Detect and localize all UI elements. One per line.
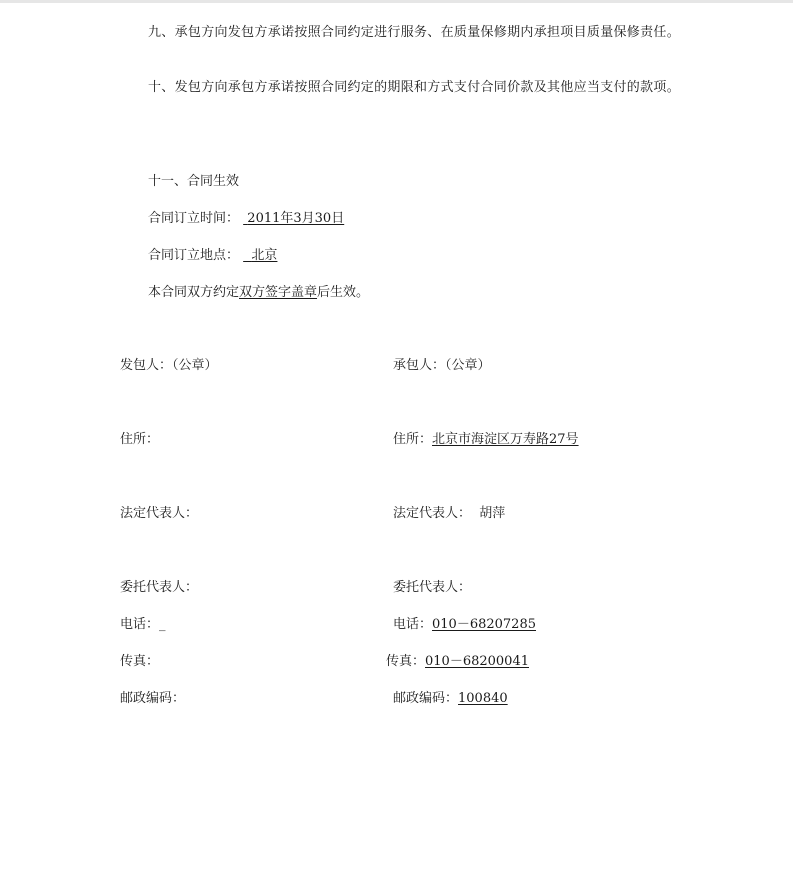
effect-condition <box>148 283 369 303</box>
sign-date-text: 2011年3月30日 <box>247 211 345 226</box>
party-b-postcode-label: 邮政编码： <box>393 691 459 706</box>
party-a-legal-rep-label: 法定代表人： <box>120 506 199 521</box>
party-a-postcode-label: 邮政编码： <box>120 691 186 706</box>
sign-date-value <box>243 211 344 226</box>
party-a-title: 发包人：（公章） <box>120 358 218 373</box>
party-b-legal-rep-row <box>393 504 505 524</box>
clause-9: 九、承包方向发包方承诺按照合同约定进行服务、在质量保修期内承担项目质量保修责任。 <box>148 25 681 40</box>
party-a-phone-value: _ <box>159 617 166 632</box>
party-a-phone-row <box>120 615 166 635</box>
party-b-legal-rep-label: 法定代表人： <box>393 506 472 521</box>
party-b-agent-label: 委托代表人： <box>393 580 472 595</box>
party-a-address-label: 住所： <box>120 432 160 447</box>
sign-date-label: 合同订立时间： <box>148 211 240 226</box>
party-b-phone-row <box>393 615 536 635</box>
party-a-fax-label: 传真： <box>120 654 160 669</box>
sign-place-label: 合同订立地点： <box>148 248 240 263</box>
party-b-title: 承包人：（公章） <box>393 358 491 373</box>
party-a-phone-label: 电话： <box>120 617 160 632</box>
sign-date-row <box>148 209 344 229</box>
party-b-postcode-value: 100840 <box>458 691 508 706</box>
party-b-postcode-row <box>393 689 508 709</box>
party-b-phone-value: 010－68207285 <box>432 617 536 632</box>
effect-condition-suffix: 后生效。 <box>317 285 370 300</box>
effect-heading: 十一、合同生效 <box>148 174 240 189</box>
sign-place-value <box>243 248 277 263</box>
party-b-address-row <box>393 430 579 450</box>
effect-condition-underlined: 双方签字盖章 <box>239 285 318 300</box>
party-b-fax-label: 传真： <box>386 654 426 669</box>
party-b-fax-row <box>386 652 529 672</box>
party-b-address-label: 住所： <box>393 432 433 447</box>
effect-condition-prefix: 本合同双方约定 <box>148 285 240 300</box>
party-b-legal-rep-value: 胡萍 <box>479 506 506 521</box>
party-b-phone-label: 电话： <box>393 617 433 632</box>
party-a-agent-label: 委托代表人： <box>120 580 199 595</box>
sign-place-row <box>148 246 277 266</box>
clause-10: 十、发包方向承包方承诺按照合同约定的期限和方式支付合同价款及其他应当支付的款项。 <box>148 80 681 95</box>
party-b-address-value: 北京市海淀区万寿路27号 <box>432 432 579 447</box>
sign-place-text: 北京 <box>251 248 278 263</box>
party-b-fax-value: 010－68200041 <box>425 654 529 669</box>
